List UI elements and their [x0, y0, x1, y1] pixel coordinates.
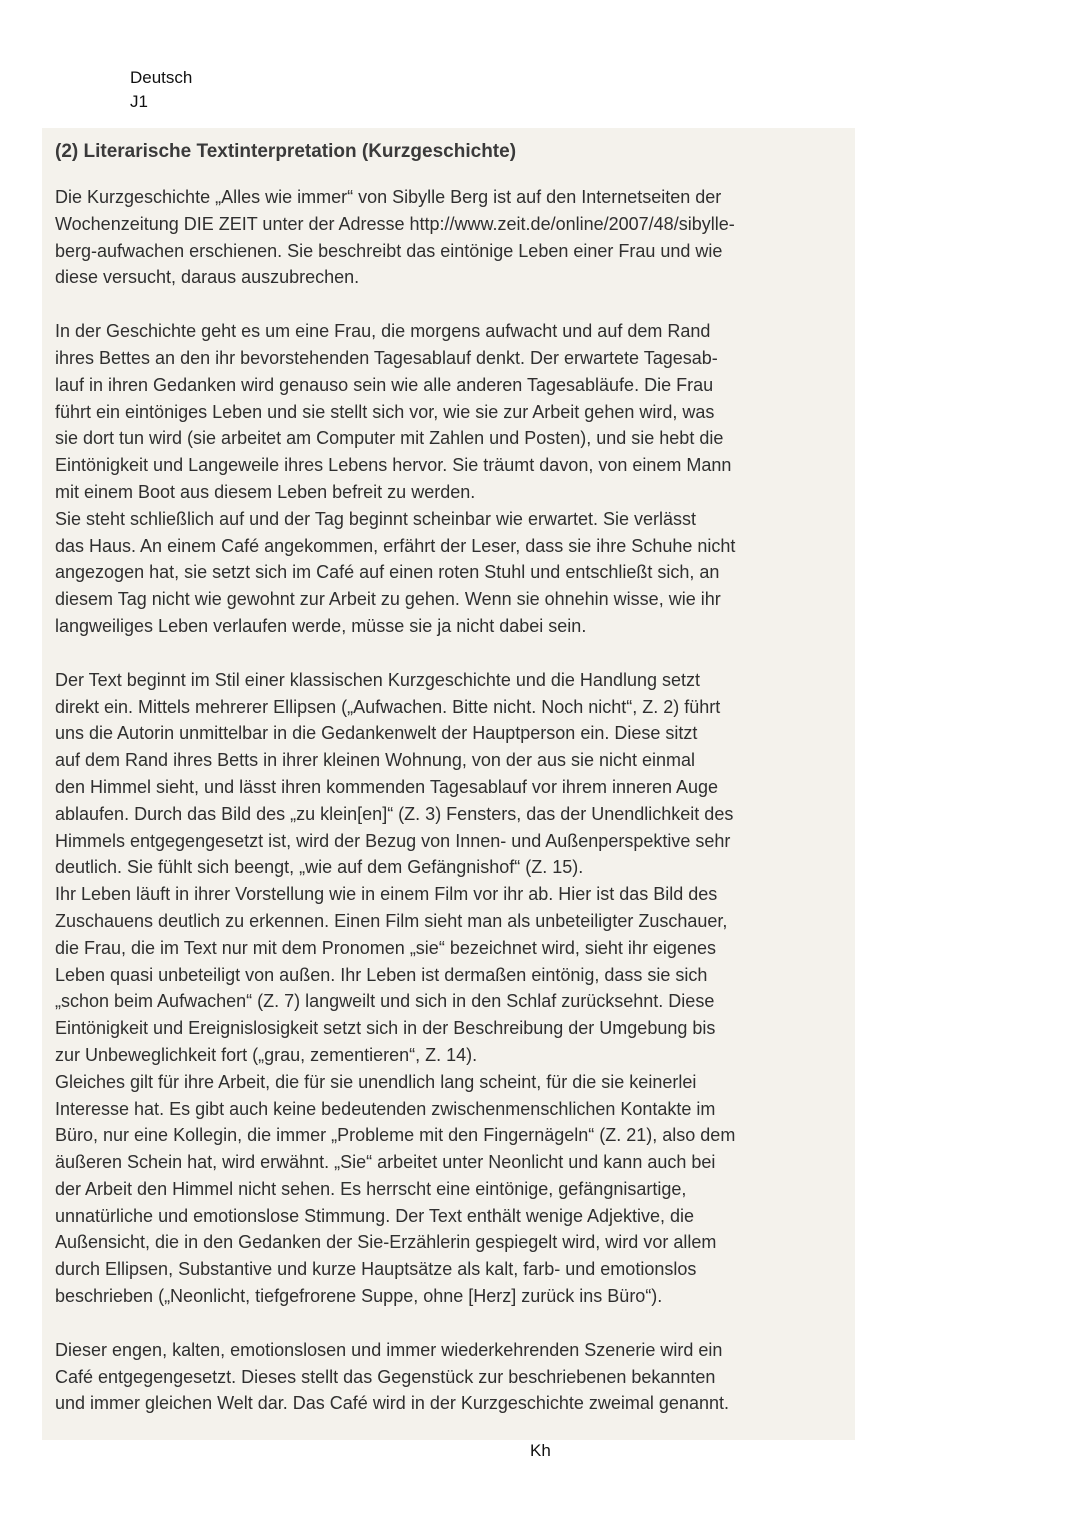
text-line: angezogen hat, sie setzt sich im Café auf einen roten Stuhl und entschließt sich, an: [55, 562, 720, 583]
text-line: das Haus. An einem Café angekommen, erfährt der Leser, dass sie ihre Schuhe nicht: [55, 535, 736, 556]
text-line: beschrieben („Neonlicht, tiefgefrorene Suppe, ohne [Herz] zurück ins Büro“).: [55, 1286, 663, 1307]
text-line: der Arbeit den Himmel nicht sehen. Es herrscht eine eintönige, gefängnisartige,: [55, 1178, 687, 1199]
paragraph-gap: [55, 1310, 847, 1337]
text-line: führt ein eintöniges Leben und sie stellt sich vor, wie sie zur Arbeit gehen wird, was: [55, 401, 715, 422]
paragraph: [55, 1337, 847, 1417]
text-line: berg-aufwachen erschienen. Sie beschreibt das eintönige Leben einer Frau und wie: [55, 240, 723, 261]
text-line: Die Kurzgeschichte „Alles wie immer“ von Sibylle Berg ist auf den Internetseiten der: [55, 187, 722, 207]
paragraph-container: [55, 184, 847, 1417]
text-line: Zuschauens deutlich zu erkennen. Einen Film sieht man als unbeteiligter Zuschauer,: [55, 910, 728, 931]
text-line: Sie steht schließlich auf und der Tag beginnt scheinbar wie erwartet. Sie verlässt: [55, 508, 697, 529]
text-line: Wochenzeitung DIE ZEIT unter der Adresse http://www.zeit.de/online/2007/48/sibylle-: [55, 213, 735, 234]
text-line: äußeren Schein hat, wird erwähnt. „Sie“ arbeitet unter Neonlicht und kann auch bei: [55, 1152, 716, 1173]
section-title: (2) Literarische Textinterpretation (Kurzgeschichte): [55, 141, 517, 162]
text-line: den Himmel sieht, und lässt ihren kommenden Tagesablauf vor ihrem inneren Auge: [55, 776, 719, 797]
text-line: diesem Tag nicht wie gewohnt zur Arbeit zu gehen. Wenn sie ohnehin wisse, wie ihr: [55, 589, 721, 610]
text-body: [55, 140, 847, 1417]
page-header: [130, 66, 192, 114]
text-line: langweiliges Leben verlaufen werde, müsse sie ja nicht dabei sein.: [55, 615, 587, 636]
text-line: Gleiches gilt für ihre Arbeit, die für sie unendlich lang scheint, für die sie keinerlei: [55, 1071, 697, 1092]
scanned-page: [42, 128, 855, 1440]
text-line: Eintönigkeit und Langeweile ihres Lebens hervor. Sie träumt davon, von einem Mann: [55, 455, 732, 476]
text-line: Der Text beginnt im Stil einer klassischen Kurzgeschichte und die Handlung setzt: [55, 669, 701, 690]
text-line: In der Geschichte geht es um eine Frau, die morgens aufwacht und auf dem Rand: [55, 321, 711, 342]
paragraph-gap: [55, 291, 847, 318]
text-line: direkt ein. Mittels mehrerer Ellipsen („Aufwachen. Bitte nicht. Noch nicht“, Z. 2) führt: [55, 696, 721, 717]
text-line: ihres Bettes an den ihr bevorstehenden Tagesablauf denkt. Der erwartete Tagesab-: [55, 347, 718, 368]
paragraph: [55, 184, 847, 291]
text-line: Büro, nur eine Kollegin, die immer „Probleme mit den Fingernägeln“ (Z. 21), also dem: [55, 1125, 736, 1146]
text-line: „schon beim Aufwachen“ (Z. 7) langweilt und sich in den Schlaf zurücksehnt. Diese: [55, 991, 715, 1012]
text-line: unnatürliche und emotionslose Stimmung. Der Text enthält wenige Adjektive, die: [55, 1205, 695, 1226]
subject-label: Deutsch: [130, 68, 193, 87]
text-line: lauf in ihren Gedanken wird genauso sein wie alle anderen Tagesabläufe. Die Frau: [55, 374, 714, 395]
text-line: mit einem Boot aus diesem Leben befreit zu werden.: [55, 481, 476, 502]
text-line: und immer gleichen Welt dar. Das Café wird in der Kurzgeschichte zweimal genannt.: [55, 1393, 729, 1414]
text-line: Außensicht, die in den Gedanken der Sie-Erzählerin gespiegelt wird, wird vor allem: [55, 1232, 717, 1253]
paragraph: [55, 667, 847, 1310]
text-line: Dieser engen, kalten, emotionslosen und immer wiederkehrenden Szenerie wird ein: [55, 1339, 723, 1360]
text-line: uns die Autorin unmittelbar in die Gedankenwelt der Hauptperson ein. Diese sitzt: [55, 723, 698, 744]
text-line: durch Ellipsen, Substantive und kurze Hauptsätze als kalt, farb- und emotionslos: [55, 1259, 697, 1280]
text-line: zur Unbeweglichkeit fort („grau, zementieren“, Z. 14).: [55, 1044, 478, 1065]
text-line: Himmels entgegengesetzt ist, wird der Bezug von Innen- und Außenperspektive sehr: [55, 830, 731, 851]
class-label: J1: [130, 92, 148, 111]
text-line: diese versucht, daraus auszubrechen.: [55, 267, 360, 288]
text-line: Eintönigkeit und Ereignislosigkeit setzt sich in der Beschreibung der Umgebung bis: [55, 1018, 716, 1039]
text-line: Interesse hat. Es gibt auch keine bedeutenden zwischenmenschlichen Kontakte im: [55, 1098, 716, 1119]
text-line: sie dort tun wird (sie arbeitet am Computer mit Zahlen und Posten), und sie hebt die: [55, 428, 724, 449]
text-line: ablaufen. Durch das Bild des „zu klein[en]“ (Z. 3) Fensters, das der Unendlichkeit des: [55, 803, 734, 824]
footer-initials: Kh: [530, 1441, 551, 1460]
text-line: Ihr Leben läuft in ihrer Vorstellung wie in einem Film vor ihr ab. Hier ist das Bild des: [55, 884, 718, 905]
text-line: deutlich. Sie fühlt sich beengt, „wie auf dem Gefängnishof“ (Z. 15).: [55, 857, 584, 878]
text-line: auf dem Rand ihres Betts in ihrer kleinen Wohnung, von der aus sie nicht einmal: [55, 750, 696, 771]
text-line: Café entgegengesetzt. Dieses stellt das Gegenstück zur beschriebenen bekannten: [55, 1366, 716, 1387]
paragraph-gap: [55, 640, 847, 667]
text-line: Leben quasi unbeteiligt von außen. Ihr Leben ist dermaßen eintönig, dass sie sich: [55, 964, 708, 985]
text-line: die Frau, die im Text nur mit dem Pronomen „sie“ bezeichnet wird, sieht ihr eigenes: [55, 937, 716, 958]
paragraph: [55, 318, 847, 640]
